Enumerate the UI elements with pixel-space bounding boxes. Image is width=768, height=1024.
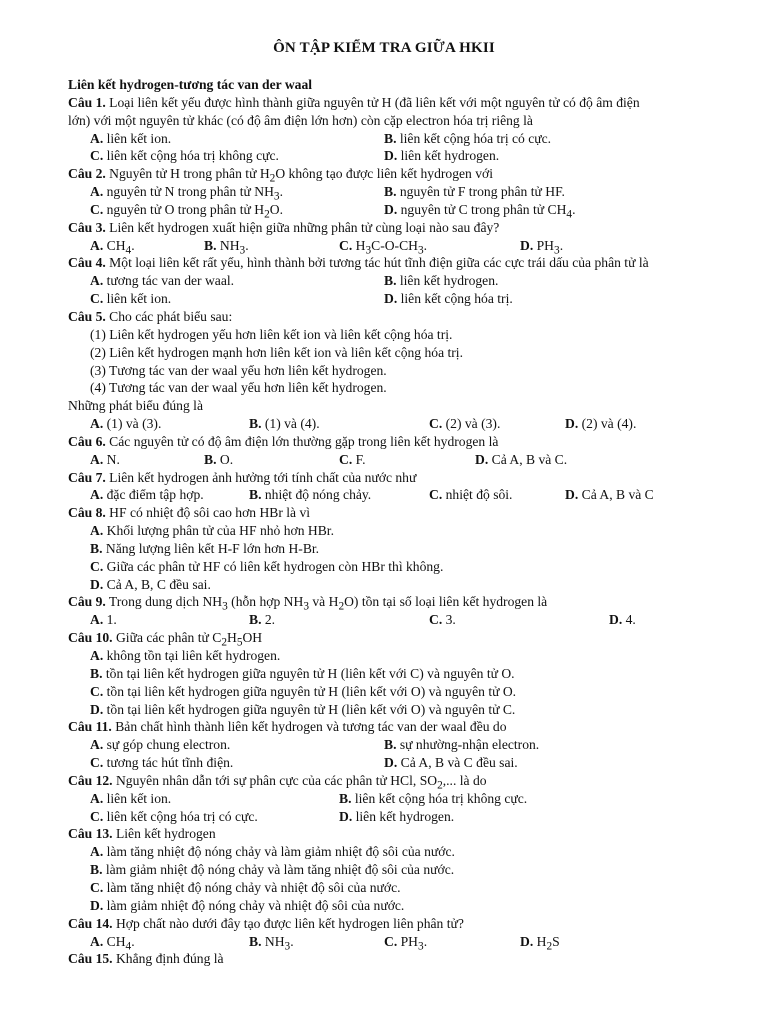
option-a: A. làm tăng nhiệt độ nóng chảy và làm giảm nhiệt độ sôi của nước.: [90, 844, 455, 860]
option-b: B. tồn tại liên kết hydrogen giữa nguyên tử H (liên kết với C) và nguyên tử O.: [90, 665, 515, 681]
option-d: D. $PH_3$.: [520, 237, 564, 257]
statement-1: (1) Liên kết hydrogen yếu hơn liên kết ion và liên kết cộng hóa trị.: [90, 326, 453, 342]
option-d: D. liên kết hydrogen.: [384, 148, 500, 164]
option-c: C. nhiệt độ sôi.: [429, 487, 513, 503]
option-a: A. N.: [90, 451, 120, 467]
option-d: D. liên kết hydrogen.: [339, 808, 455, 824]
option-c: C. liên kết ion.: [90, 291, 172, 307]
options-row: [68, 736, 758, 754]
option-d: D. làm giảm nhiệt độ nóng chảy và nhiệt độ sôi của nước.: [90, 897, 405, 913]
option-b: B. (1) và (4).: [249, 416, 320, 432]
question-1: [68, 94, 758, 112]
question-1-text-cont: lớn) với một nguyên tử khác (có độ âm điện lớn hơn) còn cặp electron hóa trị riêng là: [68, 112, 533, 128]
option-a: A. $CH_4$.: [90, 237, 135, 257]
options-row: [68, 933, 758, 951]
option-a: A. đặc điểm tập hợp.: [90, 487, 204, 503]
option-a: A. sự góp chung electron.: [90, 737, 231, 753]
option-d: D. (2) và (4).: [565, 416, 637, 432]
option-a: A. Khối lượng phân tử của HF nhỏ hơn HBr.: [90, 523, 334, 539]
statement-3: (3) Tương tác van der waal yếu hơn liên kết hydrogen.: [90, 362, 387, 378]
option-b: B. 2.: [249, 612, 276, 628]
question-text: Loại liên kết yếu được hình thành giữa nguyên tử H (đã liên kết với một nguyên tử có độ âm điện: [105, 94, 640, 110]
option-c: C. F.: [339, 451, 366, 467]
option-d: D. liên kết cộng hóa trị.: [384, 291, 513, 307]
options-row: [68, 237, 758, 255]
options-row: [68, 290, 758, 308]
options-row: [68, 790, 758, 808]
options-row: [68, 451, 758, 469]
option-d: D. Cả A, B, C đều sai.: [90, 576, 211, 592]
option-c: C. (2) và (3).: [429, 416, 501, 432]
options-row: [68, 130, 758, 148]
question-3: Câu 3. Liên kết hydrogen xuất hiện giữa những phân tử cùng loại nào sau đây?: [68, 219, 500, 235]
option-c: C. liên kết cộng hóa trị có cực.: [90, 808, 258, 824]
question-10: Câu 10. Giữa các phân tử $C_2H_5OH$: [68, 630, 263, 649]
option-a: A. tương tác van der waal.: [90, 273, 235, 289]
option-b: B. O.: [204, 451, 234, 467]
options-row: [68, 486, 758, 504]
question-2: Câu 2. Nguyên tử H trong phân tử $H_2O$ không tạo được liên kết hydrogen với: [68, 166, 494, 185]
option-c: C. liên kết cộng hóa trị không cực.: [90, 148, 279, 164]
option-b: B. sự nhường-nhận electron.: [384, 737, 540, 753]
option-b: B. liên kết cộng hóa trị có cực.: [384, 130, 552, 146]
question-13: Câu 13. Liên kết hydrogen: [68, 826, 216, 842]
question-6: Câu 6. Các nguyên tử có độ âm điện lớn thường gặp trong liên kết hydrogen là: [68, 433, 499, 449]
option-d: D. $H_2S$: [520, 933, 560, 953]
question-9: Câu 9. Trong dung dịch $NH_3$ (hỗn hợp $NH_3$ và $H_2O$) tồn tại số loại liên kết hydrogen là: [68, 594, 548, 614]
options-row: [68, 147, 758, 165]
option-c: C. 3.: [429, 612, 456, 628]
option-d: D. Cả A, B và C.: [475, 451, 568, 467]
options-row: [68, 415, 758, 433]
option-a: A. (1) và (3).: [90, 416, 162, 432]
options-row: [68, 611, 758, 629]
option-c: C. $H_3C-O-CH_3$.: [339, 237, 428, 257]
option-b: B. $NH_3$.: [204, 237, 249, 257]
question-12: Câu 12. Nguyên nhân dẫn tới sự phân cực của các phân tử HCl, $SO_2$,... là do: [68, 772, 487, 792]
option-a: A. $CH_4$.: [90, 933, 135, 953]
options-row: [68, 183, 758, 201]
option-d: D. Cả A, B và C đều sai.: [384, 755, 518, 771]
question-4: Câu 4. Một loại liên kết rất yếu, hình thành bởi tương tác hút tĩnh điện giữa các cực trái dấu của phân tử là: [68, 255, 649, 271]
question-7: Câu 7. Liên kết hydrogen ảnh hưởng tới tính chất của nước như: [68, 469, 417, 485]
statement-4: (4) Tương tác van der waal yếu hơn liên kết hydrogen.: [90, 380, 387, 396]
option-b: B. Năng lượng liên kết H-F lớn hơn H-Br.: [90, 540, 320, 556]
option-a: A. 1.: [90, 612, 117, 628]
section-heading: Liên kết hydrogen-tương tác van der waal: [68, 77, 313, 92]
option-a: A. không tồn tại liên kết hydrogen.: [90, 648, 281, 663]
question-8: Câu 8. HF có nhiệt độ sôi cao hơn HBr là vì: [68, 505, 311, 521]
option-c: C. $PH_3$.: [384, 933, 428, 953]
question-5-prompt: Những phát biểu đúng là: [68, 398, 203, 414]
option-c: C. tương tác hút tĩnh điện.: [90, 755, 234, 771]
option-b: B. liên kết hydrogen.: [384, 273, 499, 289]
option-c: C. nguyên tử O trong phân tử $H_2O$.: [90, 201, 283, 221]
option-d: D. 4.: [609, 612, 636, 628]
option-b: B. liên kết cộng hóa trị không cực.: [339, 790, 528, 806]
question-5: Câu 5. Cho các phát biểu sau:: [68, 308, 233, 324]
option-c: C. Giữa các phân tử HF có liên kết hydrogen còn HBr thì không.: [90, 558, 444, 574]
option-a: A. liên kết ion.: [90, 130, 172, 146]
option-b: B. nhiệt độ nóng chảy.: [249, 487, 372, 503]
quiz-content: [68, 76, 758, 968]
option-b: B. làm giảm nhiệt độ nóng chảy và làm tăng nhiệt độ sôi của nước.: [90, 862, 455, 878]
question-11: Câu 11. Bản chất hình thành liên kết hydrogen và tương tác van der waal đều do: [68, 719, 507, 735]
options-row: [68, 754, 758, 772]
option-d: D. nguyên tử C trong phân tử $CH_4$.: [384, 201, 576, 221]
options-row: [68, 808, 758, 826]
question-15: Câu 15. Khẳng định đúng là: [68, 951, 224, 967]
statement-2: (2) Liên kết hydrogen mạnh hơn liên kết ion và liên kết cộng hóa trị.: [90, 344, 463, 360]
options-row: [68, 272, 758, 290]
page-title: ÔN TẬP KIỂM TRA GIỮA HKII: [273, 40, 495, 56]
option-d: D. Cả A, B và C: [565, 487, 654, 503]
option-b: B. $NH_3$.: [249, 933, 294, 953]
option-c: C. tồn tại liên kết hydrogen giữa nguyên tử H (liên kết với O) và nguyên tử O.: [90, 683, 517, 699]
option-a: A. nguyên tử N trong phân tử $NH_3$.: [90, 184, 283, 203]
option-d: D. tồn tại liên kết hydrogen giữa nguyên tử H (liên kết với O) và nguyên tử C.: [90, 701, 516, 717]
option-a: A. liên kết ion.: [90, 790, 172, 806]
question-14: Câu 14. Hợp chất nào dưới đây tạo được liên kết hydrogen liên phân tử?: [68, 915, 464, 931]
options-row: [68, 201, 758, 219]
option-b: B. nguyên tử F trong phân tử HF.: [384, 184, 565, 200]
question-label: Câu 1.: [68, 94, 106, 110]
option-c: C. làm tăng nhiệt độ nóng chảy và nhiệt độ sôi của nước.: [90, 879, 401, 895]
